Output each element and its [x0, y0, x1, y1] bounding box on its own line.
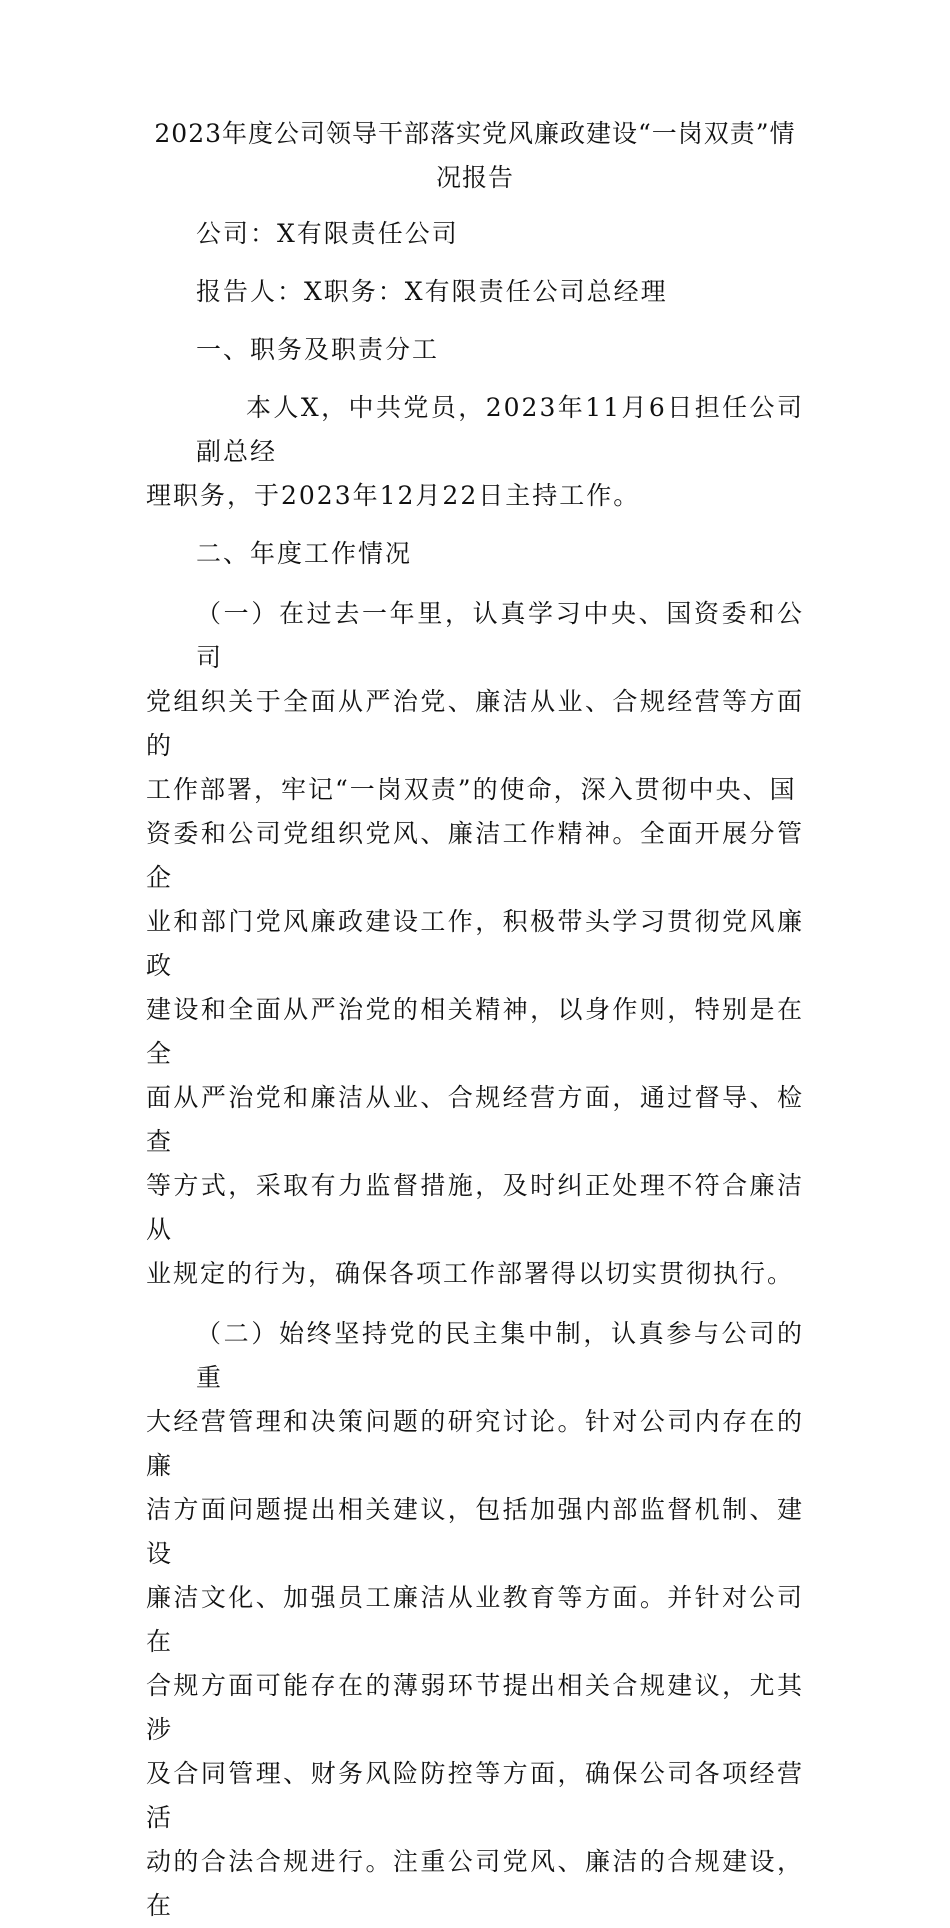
paragraph-line: （二）始终坚持党的民主集中制，认真参与公司的重 — [196, 1319, 804, 1392]
paragraph-2 — [146, 1312, 804, 1928]
paragraph-line: 合规方面可能存在的薄弱环节提出相关合规建议，尤其涉 — [146, 1671, 804, 1744]
paragraph-line: 理职务，于2023年12月22日主持工作。 — [146, 481, 641, 510]
paragraph-line: 动的合法合规进行。注重公司党风、廉洁的合规建设，在 — [146, 1847, 804, 1920]
paragraph-line: 及合同管理、财务风险防控等方面，确保公司各项经营活 — [146, 1759, 804, 1832]
paragraph-line: 建设和全面从严治党的相关精神，以身作则，特别是在全 — [146, 995, 804, 1068]
paragraph-line: （一）在过去一年里，认真学习中央、国资委和公司 — [196, 599, 804, 672]
paragraph-line: 本人X，中共党员，2023年11月6日担任公司副总经 — [196, 393, 804, 466]
paragraph-line: 等方式，采取有力监督措施，及时纠正处理不符合廉洁从 — [146, 1171, 804, 1244]
paragraph-line: 资委和公司党组织党风、廉洁工作精神。全面开展分管企 — [146, 819, 804, 892]
paragraph-line: 洁方面问题提出相关建议，包括加强内部监督机制、建设 — [146, 1495, 804, 1568]
paragraph-line: 大经营管理和决策问题的研究讨论。针对公司内存在的廉 — [146, 1407, 804, 1480]
section-1-heading: 一、职务及职责分工 — [196, 335, 440, 364]
paragraph-line: 党组织关于全面从严治党、廉洁从业、合规经营等方面的 — [146, 687, 804, 760]
paragraph-line: 工作部署，牢记“一岗双责”的使命，深入贯彻中央、国 — [146, 775, 797, 804]
title-line-1: 2023年度公司领导干部落实党风廉政建设“一岗双责”情 — [154, 119, 796, 148]
section-2-heading: 二、年度工作情况 — [196, 539, 413, 568]
paragraph-1 — [146, 592, 804, 1296]
paragraph-line: 廉洁文化、加强员工廉洁从业教育等方面。并针对公司在 — [146, 1583, 804, 1656]
document-title — [146, 0, 804, 200]
title-line-2: 况报告 — [435, 163, 514, 192]
section-1-paragraph — [146, 386, 804, 518]
reporter-line: 报告人：X职务：X有限责任公司总经理 — [196, 277, 668, 306]
company-line: 公司：X有限责任公司 — [196, 219, 459, 248]
paragraph-line: 业和部门党风廉政建设工作，积极带头学习贯彻党风廉政 — [146, 907, 804, 980]
paragraph-line: 面从严治党和廉洁从业、合规经营方面，通过督导、检查 — [146, 1083, 804, 1156]
paragraph-line: 业规定的行为，确保各项工作部署得以切实贯彻执行。 — [146, 1259, 795, 1288]
